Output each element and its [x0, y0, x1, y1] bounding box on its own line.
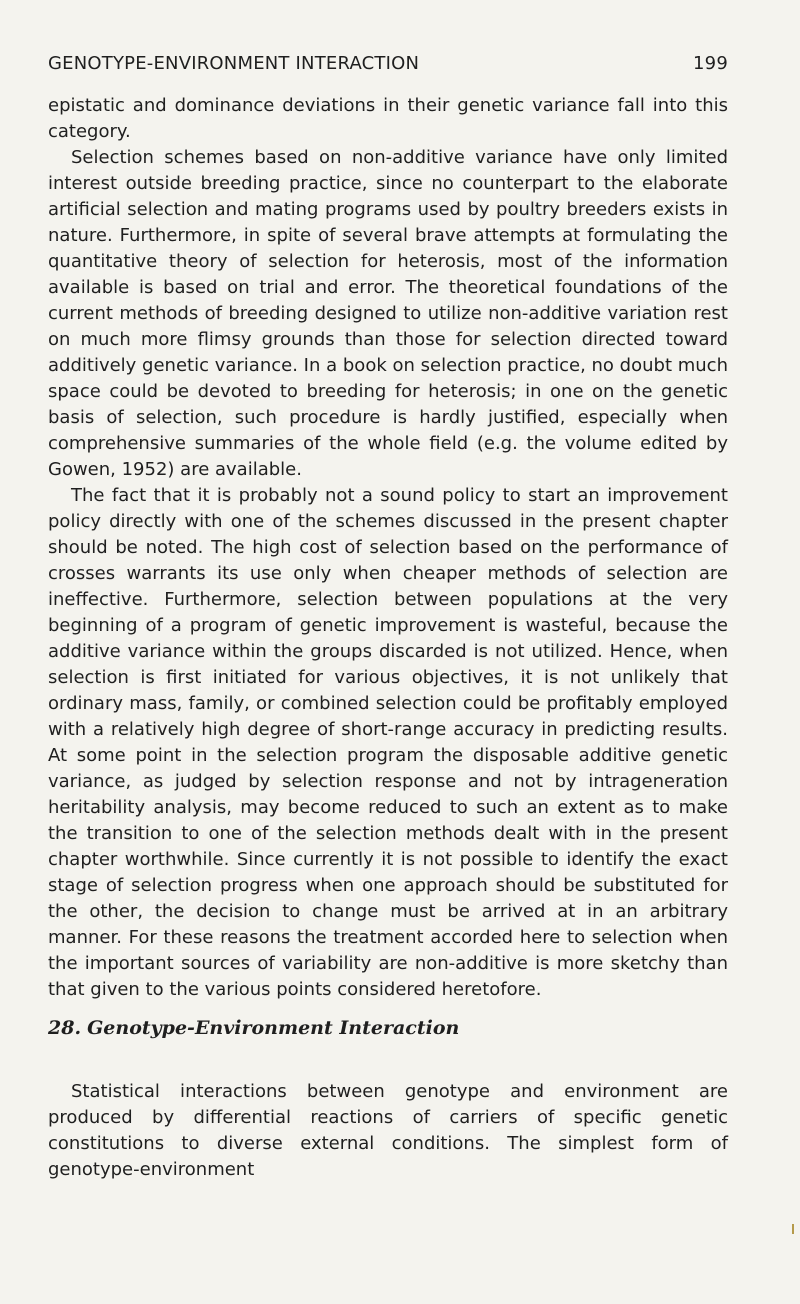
body-text: [48, 93, 728, 1003]
page-number: 199: [693, 53, 728, 74]
section-paragraph: Statistical interactions between genotype and environment are produced by differential reactions of carriers of specific genetic constitutions to diverse external conditions. The simplest form of genotype-environment: [48, 1081, 728, 1180]
paragraph-continuation: epistatic and dominance deviations in their genetic variance fall into this category.: [48, 95, 728, 142]
paragraph: Selection schemes based on non-additive variance have only limited interest outside breeding practice, since no counterpart to the elaborate artificial selection and mating programs used by poultry breeders exists in nature. Furthermore, in spite of several brave attempts at formulating the quantitative theory of selection for heterosis, most of the information available is based on trial and error. The theoretical foundations of the current methods of breeding designed to utilize non-additive variation rest on much more flimsy grounds than those for selection directed toward additively genetic variance. In a book on selection practice, no doubt much space could be devoted to breeding for heterosis; in one on the genetic basis of selection, such procedure is hardly justified, especially when comprehensive summaries of the whole field (e.g. the volume edited by Gowen, 1952) are available.: [48, 147, 728, 480]
section-title: Genotype-Environment Interaction: [87, 1017, 460, 1039]
book-page: [48, 0, 728, 1304]
section-number: 28.: [48, 1017, 82, 1039]
running-title: GENOTYPE-ENVIRONMENT INTERACTION: [48, 53, 420, 74]
page-edge-mark: [792, 1224, 794, 1234]
running-header: [48, 53, 728, 83]
section-heading: [48, 1017, 728, 1039]
paragraph: The fact that it is probably not a sound policy to start an improvement policy directly with one of the schemes discussed in the present chapter should be noted. The high cost of selection based on the performance of crosses warrants its use only when cheaper methods of selection are ineffective. Furthermore, selection between populations at the very beginning of a program of genetic improvement is wasteful, because the additive variance within the groups discarded is not utilized. Hence, when selection is first initiated for various objectives, it is not unlikely that ordinary mass, family, or combined selection could be profitably employed with a relatively high degree of short-range accuracy in predicting results. At some point in the selection program the disposable additive genetic variance, as judged by selection response and not by intrageneration heritability analysis, may become reduced to such an extent as to make the transition to one of the selection methods dealt with in the present chapter worthwhile. Since currently it is not possible to identify the exact stage of selection progress when one approach should be substituted for the other, the decision to change must be arrived at in an arbitrary manner. For these reasons the treatment accorded here to selection when the important sources of variability are non-additive is more sketchy than that given to the various points considered heretofore.: [48, 485, 728, 1000]
